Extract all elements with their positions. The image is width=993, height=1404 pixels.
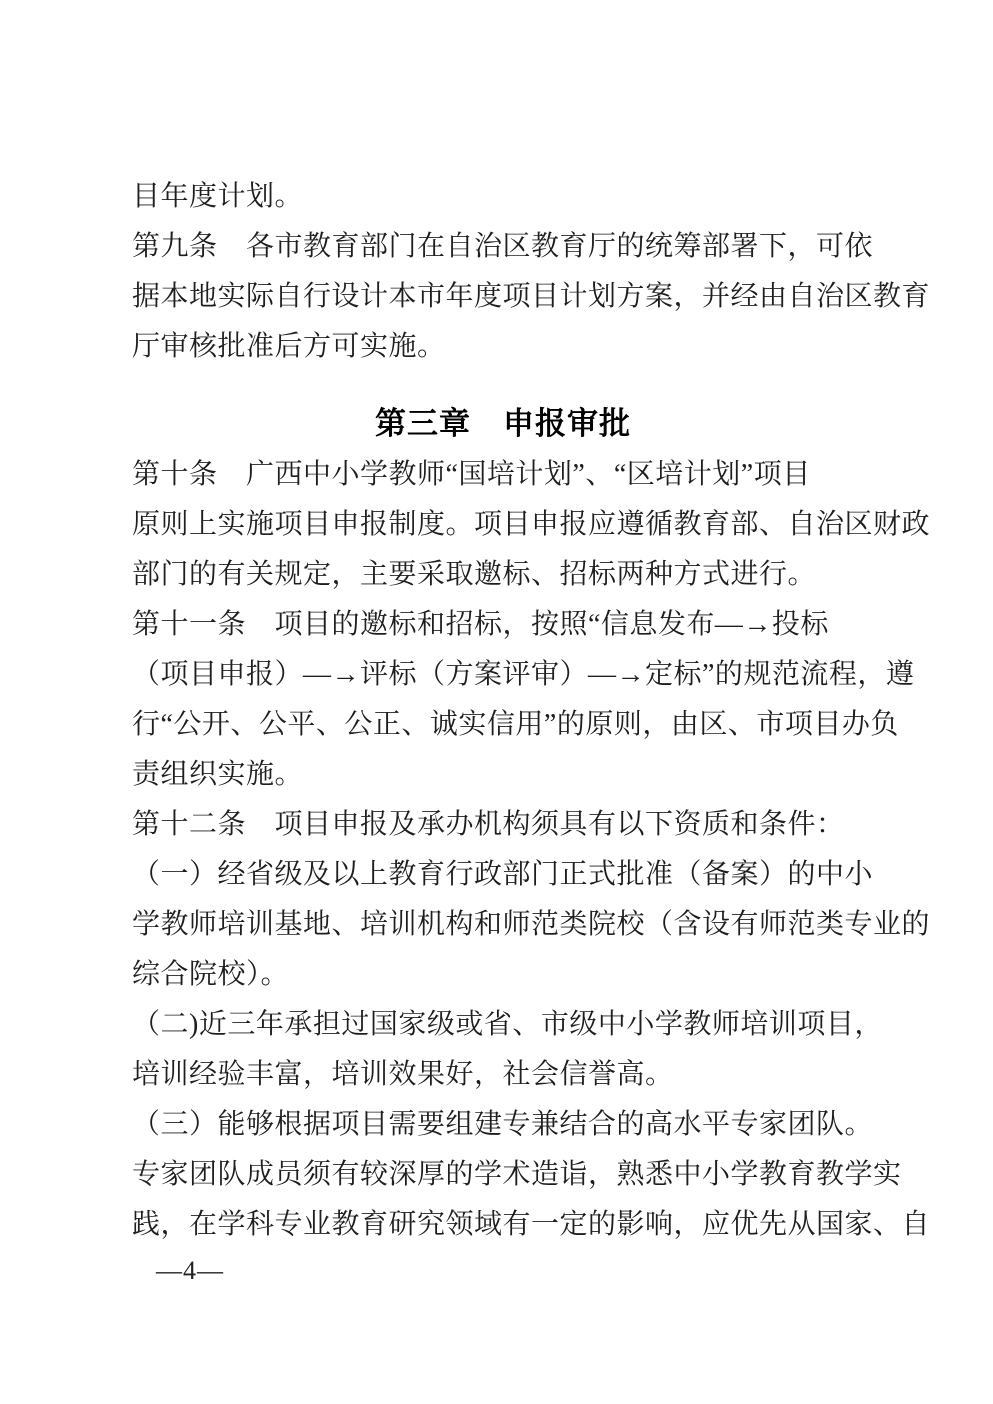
text-line: 第十二条 项目申报及承办机构须具有以下资质和条件：	[132, 809, 845, 840]
text-line: 部门的有关规定，主要采取邀标、招标两种方式进行。	[132, 559, 817, 590]
text-line: 第九条 各市教育部门在自治区教育厅的统筹部署下，可依	[132, 231, 874, 262]
document-body	[132, 172, 931, 1250]
paragraph-continuation	[132, 172, 874, 222]
text-line: 目年度计划。	[132, 181, 304, 212]
article-10-paragraph	[132, 450, 931, 600]
article-9-paragraph	[132, 222, 931, 372]
text-line: 学教师培训基地、培训机构和师范类院校（含设有师范类专业的	[132, 909, 931, 940]
text-line: 专家团队成员须有较深厚的学术造诣，熟悉中小学教育教学实	[132, 1159, 902, 1190]
text-line: 行“公开、公平、公正、诚实信用”的原则，由区、市项目办负	[132, 709, 899, 740]
condition-item-3	[132, 1100, 931, 1250]
text-line: 第十条 广西中小学教师“国培计划”、“区培计划”项目	[132, 459, 811, 490]
article-12-paragraph	[132, 800, 874, 850]
text-line: （项目申报）—→评标（方案评审）—→定标”的规范流程，遵	[132, 659, 915, 690]
article-11-paragraph	[132, 600, 915, 800]
condition-item-2	[132, 1000, 883, 1100]
text-line: 践，在学科专业教育研究领域有一定的影响，应优先从国家、自	[132, 1209, 931, 1240]
text-line: （一）经省级及以上教育行政部门正式批准（备案）的中小	[132, 859, 874, 890]
text-line: （三）能够根据项目需要组建专兼结合的高水平专家团队。	[132, 1109, 874, 1140]
text-line: 第十一条 项目的邀标和招标，按照“信息发布—→投标	[132, 609, 829, 640]
chapter-3-heading: 第三章 申报审批	[375, 406, 631, 441]
text-line: 综合院校）。	[132, 959, 290, 990]
text-line: 责组织实施。	[132, 759, 304, 790]
text-line: 原则上实施项目申报制度。项目申报应遵循教育部、自治区财政	[132, 509, 931, 540]
text-line: 厅审核批准后方可实施。	[132, 331, 446, 362]
text-line: 培训经验丰富，培训效果好，社会信誉高。	[132, 1059, 674, 1090]
text-line: （二)近三年承担过国家级或省、市级中小学教师培训项目，	[132, 1009, 883, 1040]
page-number: —4—	[156, 1256, 224, 1285]
condition-item-1	[132, 850, 931, 1000]
text-line: 据本地实际自行设计本市年度项目计划方案，并经由自治区教育	[132, 281, 931, 312]
